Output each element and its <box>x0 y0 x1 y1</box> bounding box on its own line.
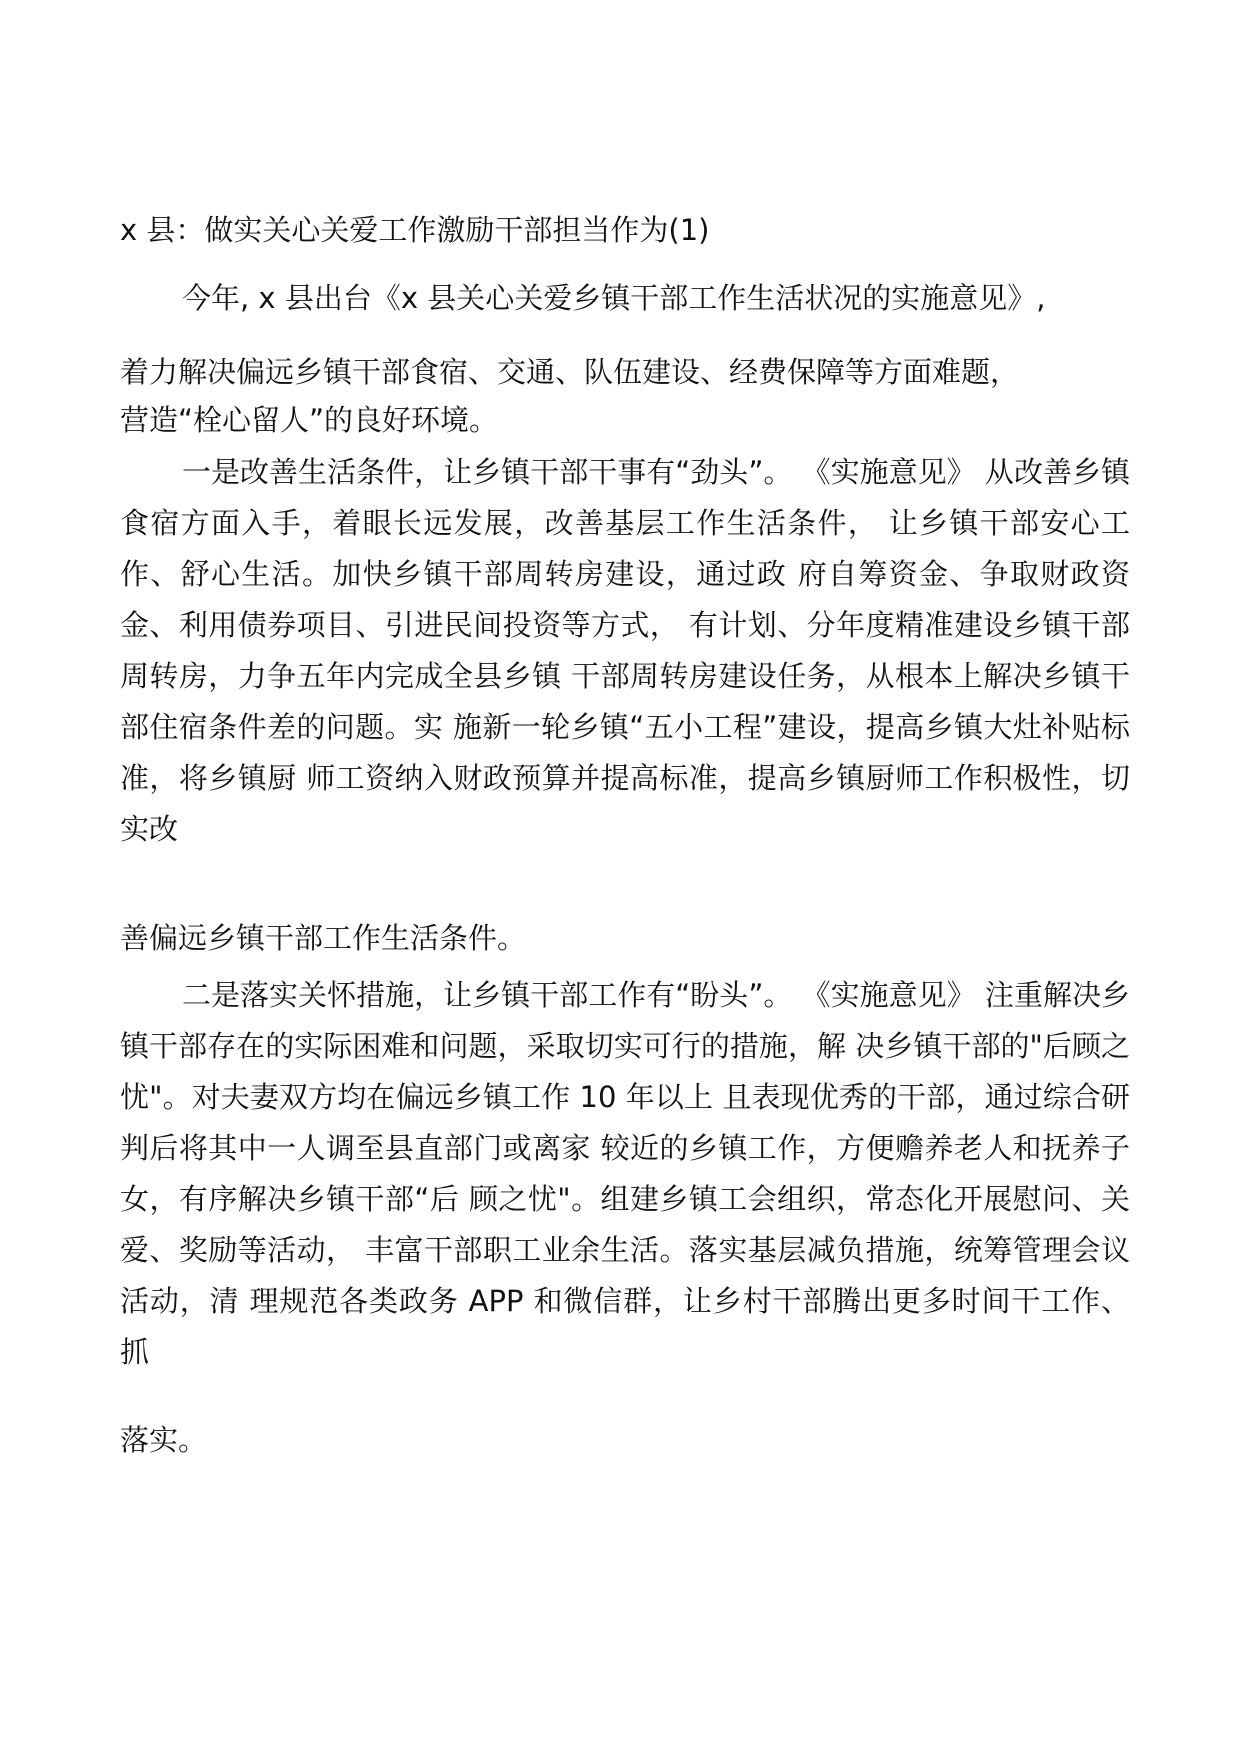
paragraph-2-tail: 落实。 <box>120 1423 208 1457</box>
intro-line-1: 今年, x 县出台《x 县关心关爱乡镇干部工作生活状况的实施意见》, <box>182 281 1046 315</box>
intro-line-2: 着力解决偏远乡镇干部食宿、交通、队伍建设、经费保障等方面难题， <box>120 355 1020 389</box>
paragraph-2: 二是落实关怀措施，让乡镇干部工作有“盼头”。 《实施意见》 注重解决乡镇干部存在的实际困难和问题，采取切实可行的措施，解 决乡镇干部的"后顾之忧"。对夫妻双方均在偏远乡镇工作 10 年以上 且表现优秀的干部，通过综合研判后将其中一人调至县直部门或离家 较近的乡镇工作，方便赡养老人和抚养子女，有序解决乡镇干部“后 顾之忧"。组建乡镇工会组织，常态化开展慰问、关爱、奖励等活动， 丰富干部职工业余生活。落实基层减负措施，统筹管理会议活动，清 理规范各类政务 APP 和微信群，让乡村干部腾出更多时间干工作、抓 <box>120 978 1130 1369</box>
paragraph-1-tail: 善偏远乡镇干部工作生活条件。 <box>120 921 527 955</box>
intro-line-3: 营造“栓心留人”的良好环境。 <box>120 403 499 437</box>
paragraph-1: 一是改善生活条件，让乡镇干部干事有“劲头”。 《实施意见》 从改善乡镇食宿方面入手，着眼长远发展，改善基层工作生活条件， 让乡镇干部安心工作、舒心生活。加快乡镇干部周转房建设，通过政 府自筹资金、争取财政资金、利用债券项目、引进民间投资等方式， 有计划、分年度精准建设乡镇干部周转房，力争五年内完成全县乡镇 干部周转房建设任务，从根本上解决乡镇干部住宿条件差的问题。实 施新一轮乡镇“五小工程”建设，提高乡镇大灶补贴标准，将乡镇厨 师工资纳入财政预算并提高标准，提高乡镇厨师工作积极性，切实改 <box>120 455 1130 846</box>
document-title: x 县：做实关心关爱工作激励干部担当作为(1) <box>120 213 710 247</box>
